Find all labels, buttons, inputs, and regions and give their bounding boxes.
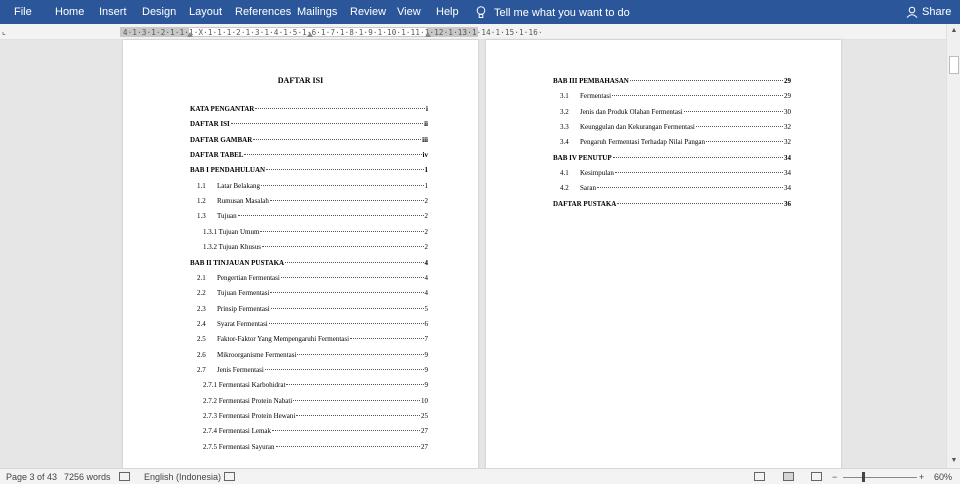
toc-entry-text: Kesimpulan	[580, 169, 614, 178]
toc-entry-page: 30	[784, 107, 791, 116]
toc-entry[interactable]	[203, 411, 428, 421]
toc-entry-number: 3.3	[560, 123, 569, 132]
toc-entry-text: BAB II TINJAUAN PUSTAKA	[190, 258, 285, 267]
toc-entry-text: Jenis dan Produk Olahan Fermentasi	[580, 107, 683, 116]
toc-entry-text: BAB III PEMBAHASAN	[553, 77, 629, 85]
toc-entry[interactable]	[197, 334, 428, 344]
toc-dot-leader	[613, 157, 783, 158]
toc-dot-leader	[238, 215, 424, 216]
tell-me-text: Tell me what you want to do	[494, 6, 630, 19]
tab-stop-marker[interactable]	[307, 32, 313, 37]
toc-entry-page: 1	[424, 166, 428, 175]
toc-entry-page: 34	[784, 153, 791, 162]
toc-dot-leader	[617, 203, 783, 204]
toc-entry[interactable]	[553, 153, 791, 163]
toc-entry-page: 25	[421, 412, 428, 420]
toc-entry-text: Saran	[580, 184, 596, 193]
toc-entry-page: 4	[424, 289, 428, 298]
toc-dot-leader	[269, 323, 424, 324]
print-layout-icon[interactable]	[783, 472, 794, 481]
toc-dot-leader	[266, 169, 423, 170]
toc-dot-leader	[285, 262, 423, 263]
language[interactable]: English (Indonesia)	[144, 472, 222, 482]
toc-entry-number: 2.6	[197, 350, 206, 359]
tab-mailings[interactable]: Mailings	[297, 6, 338, 18]
toc-entry[interactable]	[203, 380, 428, 390]
word-count[interactable]: 7256 words	[64, 472, 111, 482]
toc-entry[interactable]	[560, 183, 791, 193]
toc-entry-text: BAB I PENDAHULUAN	[190, 166, 266, 175]
toc-entry[interactable]	[203, 242, 428, 252]
toc-entry-text: Pengaruh Fermentasi Terhadap Nilai Pangan	[580, 138, 705, 147]
toc-entry-text: KATA PENGANTAR	[190, 105, 255, 113]
toc-title: DAFTAR ISI	[277, 76, 324, 85]
toc-entry-page: 2	[424, 197, 428, 206]
page-4[interactable]	[486, 40, 841, 480]
toc-entry-text: Faktor-Faktor Yang Mempengaruhi Fermentasi	[217, 335, 350, 344]
toc-entry-page: 7	[424, 335, 428, 344]
toc-entry-text: 1.3.2 Tujuan Khusus	[203, 243, 261, 252]
toc-entry-page: 27	[421, 442, 428, 451]
toc-dot-leader	[281, 277, 424, 278]
toc-entry-page: 9	[424, 381, 428, 390]
zoom-slider-thumb[interactable]	[862, 472, 865, 482]
ruler-numbers: 4·1·3·1·2·1·1·1·X·1·1·1·2·1·3·1·4·1·5·1·6·1·7·1·8·1·9·1·10·1·11·1·12·1·13·1·14·1·15·1·16·	[123, 28, 543, 37]
toc-entry[interactable]	[203, 442, 428, 452]
toc-entry-number: 2.7	[197, 365, 206, 374]
toc-dot-leader	[293, 400, 420, 401]
person-icon	[906, 6, 918, 18]
toc-entry[interactable]	[197, 211, 428, 221]
scroll-thumb[interactable]	[949, 56, 959, 74]
zoom-slider[interactable]	[843, 477, 917, 478]
toc-entry[interactable]	[197, 304, 428, 314]
page-3[interactable]	[123, 40, 478, 480]
toc-entry[interactable]	[197, 350, 428, 360]
share-label: Share	[922, 6, 952, 18]
toc-entry-number: 2.1	[197, 273, 206, 282]
toc-dot-leader	[255, 108, 425, 109]
toc-entry-page: iv	[422, 151, 428, 160]
toc-entry-number: 2.4	[197, 319, 206, 328]
toc-dot-leader	[296, 415, 420, 416]
read-mode-icon[interactable]	[754, 472, 765, 481]
accessibility-icon[interactable]	[224, 472, 235, 481]
toc-entry-number: 1.2	[197, 197, 206, 206]
toc-entry-number: 2.5	[197, 335, 206, 344]
proofing-icon[interactable]	[119, 472, 130, 481]
status-bar	[0, 468, 960, 484]
share-button[interactable]	[906, 6, 951, 18]
toc-dot-leader	[262, 246, 424, 247]
toc-entry-page: ii	[424, 120, 428, 129]
toc-entry-text: 2.7.1 Fermentasi Karbohidrat	[203, 381, 286, 390]
toc-entry-page: 2	[424, 243, 428, 252]
toc-entry-page: 2	[424, 227, 428, 236]
ruler-row	[0, 24, 960, 40]
toc-entry-text: DAFTAR TABEL	[190, 151, 244, 160]
toc-entry[interactable]	[197, 273, 428, 283]
tab-references[interactable]: References	[235, 6, 292, 18]
toc-entry[interactable]	[197, 365, 428, 375]
toc-entry-number: 3.1	[560, 92, 569, 101]
toc-entry-page: 10	[421, 396, 428, 405]
tab-file[interactable]: File	[14, 6, 32, 18]
toc-entry-text: DAFTAR ISI	[190, 120, 230, 129]
toc-entry-text: 2.7.5 Fermentasi Sayuran	[203, 442, 275, 451]
toc-entry-number: 4.2	[560, 184, 569, 193]
toc-entry[interactable]	[190, 135, 428, 145]
toc-dot-leader	[350, 338, 423, 339]
toc-entry-page: 29	[784, 92, 791, 101]
toc-entry[interactable]	[560, 107, 791, 117]
toc-dot-leader	[297, 354, 423, 355]
toc-entry-text: DAFTAR PUSTAKA	[553, 199, 617, 208]
toc-entry[interactable]	[190, 104, 428, 114]
toc-entry[interactable]	[197, 181, 428, 191]
toc-entry-page: 5	[424, 304, 428, 313]
toc-entry-page: 9	[424, 350, 428, 359]
toc-entry-text: Tujuan	[217, 212, 237, 221]
web-layout-icon[interactable]	[811, 472, 822, 481]
indent-marker-right[interactable]	[425, 32, 431, 37]
toc-entry-page: 2	[424, 212, 428, 221]
toc-entry-text: DAFTAR GAMBAR	[190, 135, 253, 144]
toc-dot-leader	[597, 187, 783, 188]
toc-entry-number: 2.3	[197, 304, 206, 313]
toc-entry[interactable]	[203, 227, 428, 237]
toc-entry[interactable]	[197, 319, 428, 329]
toc-entry-page: 32	[784, 123, 791, 132]
toc-entry-text: Prinsip Fermentasi	[217, 304, 270, 313]
zoom-in-button[interactable]: +	[919, 472, 925, 482]
toc-entry-text: 2.7.4 Fermentasi Lemak	[203, 427, 272, 436]
toc-entry[interactable]	[560, 137, 791, 147]
toc-entry-page: 36	[784, 199, 791, 208]
tell-me-search[interactable]	[476, 6, 630, 19]
tab-design[interactable]: Design	[142, 6, 177, 18]
zoom-out-button[interactable]: −	[832, 472, 838, 482]
toc-entry[interactable]	[190, 119, 428, 129]
toc-entry-number: 1.1	[197, 181, 206, 190]
toc-dot-leader	[272, 430, 420, 431]
page-count[interactable]: Page 3 of 43	[6, 472, 58, 482]
tab-review[interactable]: Review	[350, 6, 387, 18]
toc-dot-leader	[612, 95, 783, 96]
toc-entry-text: Syarat Fermentasi	[217, 319, 268, 328]
toc-entry[interactable]	[190, 165, 428, 175]
toc-entry-text: Mikroorganisme Fermentasi	[217, 350, 297, 359]
toc-dot-leader	[253, 139, 421, 140]
scroll-down-icon[interactable]: ▼	[950, 457, 958, 464]
toc-dot-leader	[231, 123, 423, 124]
toc-dot-leader	[265, 369, 424, 370]
toc-entry[interactable]	[203, 426, 428, 436]
toc-entry-page: 32	[784, 138, 791, 147]
toc-entry-page: 6	[424, 319, 428, 328]
toc-entry-page: 27	[421, 427, 428, 436]
tab-help[interactable]: Help	[436, 6, 459, 18]
toc-entry-page: 4	[424, 258, 428, 267]
zoom-level[interactable]: 60%	[934, 472, 953, 482]
toc-entry-number: 4.1	[560, 169, 569, 178]
toc-dot-leader	[261, 185, 424, 186]
toc-dot-leader	[260, 231, 423, 232]
toc-entry-page: 1	[424, 181, 428, 190]
toc-entry-number: 1.3	[197, 212, 206, 221]
toc-entry[interactable]	[553, 199, 791, 209]
tab-selector-icon[interactable]: ⌞	[2, 27, 6, 36]
toc-dot-leader	[615, 172, 783, 173]
toc-entry-number: 3.4	[560, 138, 569, 147]
toc-entry-text: Pengertian Fermentasi	[217, 273, 280, 282]
tab-insert[interactable]: Insert	[99, 6, 127, 18]
tab-home[interactable]: Home	[55, 6, 85, 18]
toc-dot-leader	[286, 384, 423, 385]
toc-entry-text: Tujuan Fermentasi	[217, 289, 270, 298]
toc-dot-leader	[270, 292, 423, 293]
toc-entry[interactable]	[560, 168, 791, 178]
toc-entry-page: iii	[422, 135, 428, 144]
lightbulb-icon	[476, 6, 486, 19]
toc-dot-leader	[630, 80, 783, 81]
toc-entry-page: 29	[784, 77, 791, 85]
toc-entry-page: 4	[424, 273, 428, 282]
indent-marker-left[interactable]	[187, 32, 193, 37]
toc-entry-number: 2.2	[197, 289, 206, 298]
tab-layout[interactable]: Layout	[189, 6, 223, 18]
toc-entry[interactable]	[560, 91, 791, 101]
toc-entry-text: BAB IV PENUTUP	[553, 153, 612, 162]
toc-dot-leader	[696, 126, 783, 127]
toc-entry-page: 9	[424, 365, 428, 374]
toc-entry[interactable]	[190, 258, 428, 268]
toc-entry[interactable]	[560, 122, 791, 132]
toc-entry-text: 2.7.2 Fermentasi Protein Nabati	[203, 396, 293, 405]
toc-entry-number: 3.2	[560, 107, 569, 116]
toc-entry[interactable]	[190, 150, 428, 160]
toc-entry-text: Jenis Fermentasi	[217, 365, 264, 374]
vertical-scrollbar[interactable]	[946, 24, 960, 468]
toc-dot-leader	[684, 111, 783, 112]
toc-entry-text: 2.7.3 Fermentasi Protein Hewani	[203, 412, 296, 420]
toc-entry-text: Rumusan Masalah	[217, 197, 269, 206]
toc-dot-leader	[271, 308, 424, 309]
toc-entry[interactable]	[197, 196, 428, 206]
document-canvas	[0, 40, 946, 468]
toc-entry-text: Fermentasi	[580, 92, 612, 101]
toc-entry[interactable]	[203, 396, 428, 406]
toc-entry-text: Keunggulan dan Kekurangan Fermentasi	[580, 123, 695, 132]
toc-entry[interactable]	[197, 288, 428, 298]
toc-entry[interactable]	[553, 76, 791, 86]
toc-entry-text: 1.3.1 Tujuan Umum	[203, 227, 260, 236]
toc-entry-page: i	[426, 105, 428, 113]
toc-entry-text: Latar Belakang	[217, 181, 260, 190]
scroll-up-icon[interactable]: ▲	[950, 27, 958, 34]
ribbon-bar	[0, 0, 960, 24]
toc-dot-leader	[244, 154, 421, 155]
horizontal-ruler[interactable]	[120, 27, 543, 37]
toc-dot-leader	[270, 200, 424, 201]
toc-entry-page: 34	[784, 184, 791, 193]
tab-view[interactable]: View	[397, 6, 421, 18]
toc-entry-page: 34	[784, 169, 791, 178]
toc-dot-leader	[276, 446, 420, 447]
toc-dot-leader	[706, 141, 783, 142]
